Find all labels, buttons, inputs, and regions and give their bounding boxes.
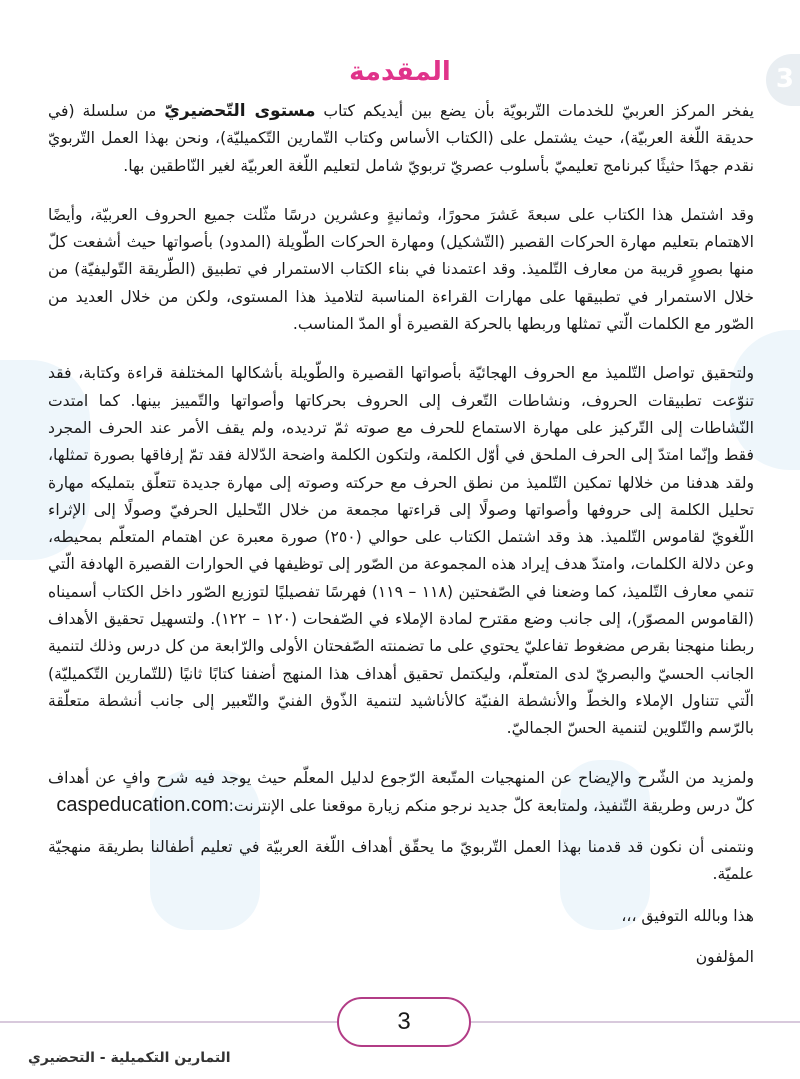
page-number: 3 — [397, 1008, 411, 1035]
level-name: مستوى التّحضيريّ — [164, 101, 316, 121]
paragraph-3: ولتحقيق تواصل التّلميذ مع الحروف الهجائيّة بأصواتها القصيرة والطّويلة بأشكالها المختلفة قراءة وكتابة، فقد تنوّعت تطبيقات الحروف، ونشاطات التّعرف إلى الحروف بحركاتها وأصواتها والتّمييز بينها. كما امتدت النّشاطات إلى التّركيز على مهارة الاستماع للحرف مع صوته ثمّ ترديده، ولم يقف الأمر عند الحرف المجرد فقط وإنّما امتدّ إلى الحرف الملحق في أوّل الكلمة، ولتكون الكلمة واضحة الدّلالة فقد تمّ إرفاقها بصورة تمثلها، ولقد هدفنا من خلالها تمكين التّلميذ من نطق الحرف مع حركته وصوته إلى مهارة جديدة تتعلّق بتمليكه مهارة تحليل الكلمة إلى حروفها وأصواتها وصولًا إلى قراءتها مجمعة من خلال التّحليل الحرفيّ وصولًا إلى الإثراء اللّغويّ لقاموس التّلميذ. هذ وقد اشتمل الكتاب على حوالي (٢٥٠) صورة معبرة عن اهتمام المتعلّم بمحيطه، وعن دلالة الكلمات، وامتدّ هدف إيراد هذه المجموعة من الصّور إلى توظيفها في الحوارات القصيرة الهادفة الّتي تنمي معارف التّلميذ، كما وضعنا في الصّفحتين (١١٨ – ١١٩) فهرسًا تفصيليًا لتوزيع الصّور داخل الكتاب أسميناه (القاموس المصوّر)، إلى جانب وضع مقترح لمادة الإملاء في الصّفحات (١٢٠ – ١٢٢). ولتسهيل تحقيق الأهداف ربطنا منهجنا بقرص مضغوط تفاعليّ يحتوي على ما تضمنته الصّفحتان الأولى والرّابعة من كل درس وذلك لتنمية الجانب الحسيّ والبصريّ لدى المتعلّم، وليكتمل تحقيق أهداف هذا المنهج أضفنا كتابًا ثانيًا (للتّمارين التّكميليّة) الّتي تتناول الإملاء والخطّ والأنشطة الفنيّة كالأناشيد لتنمية الذّوق الفنيّ والتّعبير إلى جانب أنشطة متعلّقة بالرّسم والتّلوين لتنمية الحسّ الجماليّ. — [48, 364, 755, 738]
paragraph-1: يفخر المركز العربيّ للخدمات التّربويّة بأن يضع بين أيديكم كتاب مستوى التّحضيريّ من سلسلة (في حديقة اللّغة العربيّة)، حيث يشتمل على (الكتاب الأساس وكتاب التّمارين التّكميليّة)، ونحن بهذا العمل التّربويّ نقدم جهدًا حثيثًا كبرنامج تعليميّ بأسلوب عصريّ تربويّ شامل لتعليم اللّغة العربيّة لغير النّاطقين بها. — [48, 101, 754, 175]
introduction-body — [48, 98, 754, 993]
side-tab-number: 3 — [775, 64, 794, 94]
footer-divider — [0, 1021, 337, 1023]
footer-divider — [471, 1021, 800, 1023]
page-title: المقدمة — [349, 57, 451, 88]
website-link[interactable]: caspeducation.com — [56, 793, 229, 816]
book-title-footer: التمارين التكميلية - التحضيري — [28, 1050, 231, 1066]
paragraph-5: ونتمنى أن نكون قد قدمنا بهذا العمل التّربويّ ما يحقّق أهداف اللّغة العربيّة في تعليم أطفالنا بطريقة منهجيّة علميّة. — [48, 838, 754, 884]
page-number-badge — [337, 997, 471, 1047]
authors-signature: المؤلفون — [695, 948, 754, 967]
closing-line: هذا وبالله التوفيق ،،، — [621, 906, 754, 925]
paragraph-2: وقد اشتمل هذا الكتاب على سبعةَ عَشرَ محورًا، وثمانيةٍ وعشرين درسًا مثّلت جميع الحروف العربيّة، وأيضًا الاهتمام بتعليم مهارة الحركات القصير (التّشكيل) ومهارة الحركات الطّويلة (المدود) بأصواتها حيث أشفعت كلّ منها بصورٍ قريبة من معارف التّلميذ. وقد اعتمدنا في بناء الكتاب الاستمرار في تطبيق (الطّريقة التّوليفيّة) من خلال الاستمرار في تطبيقها على مهارات القراءة المناسبة لتلاميذ هذا المستوى، ولكن من خلال العديد من الصّور مع الكلمات الّتي تمثلها وربطها بالحركة القصيرة أو المدّ المناسب. — [48, 205, 754, 334]
paragraph-4: ولمزيد من الشّرح والإيضاح عن المنهجيات المتّبعة الرّجوع لدليل المعلّم حيث يوجد فيه شرح وافٍ عن أهداف كلّ درس وطريقة التّنفيذ، ولمتابعة كلّ جديد نرجو منكم زيارة موقعنا على الإنترنت:caspeducation.com — [48, 768, 754, 816]
